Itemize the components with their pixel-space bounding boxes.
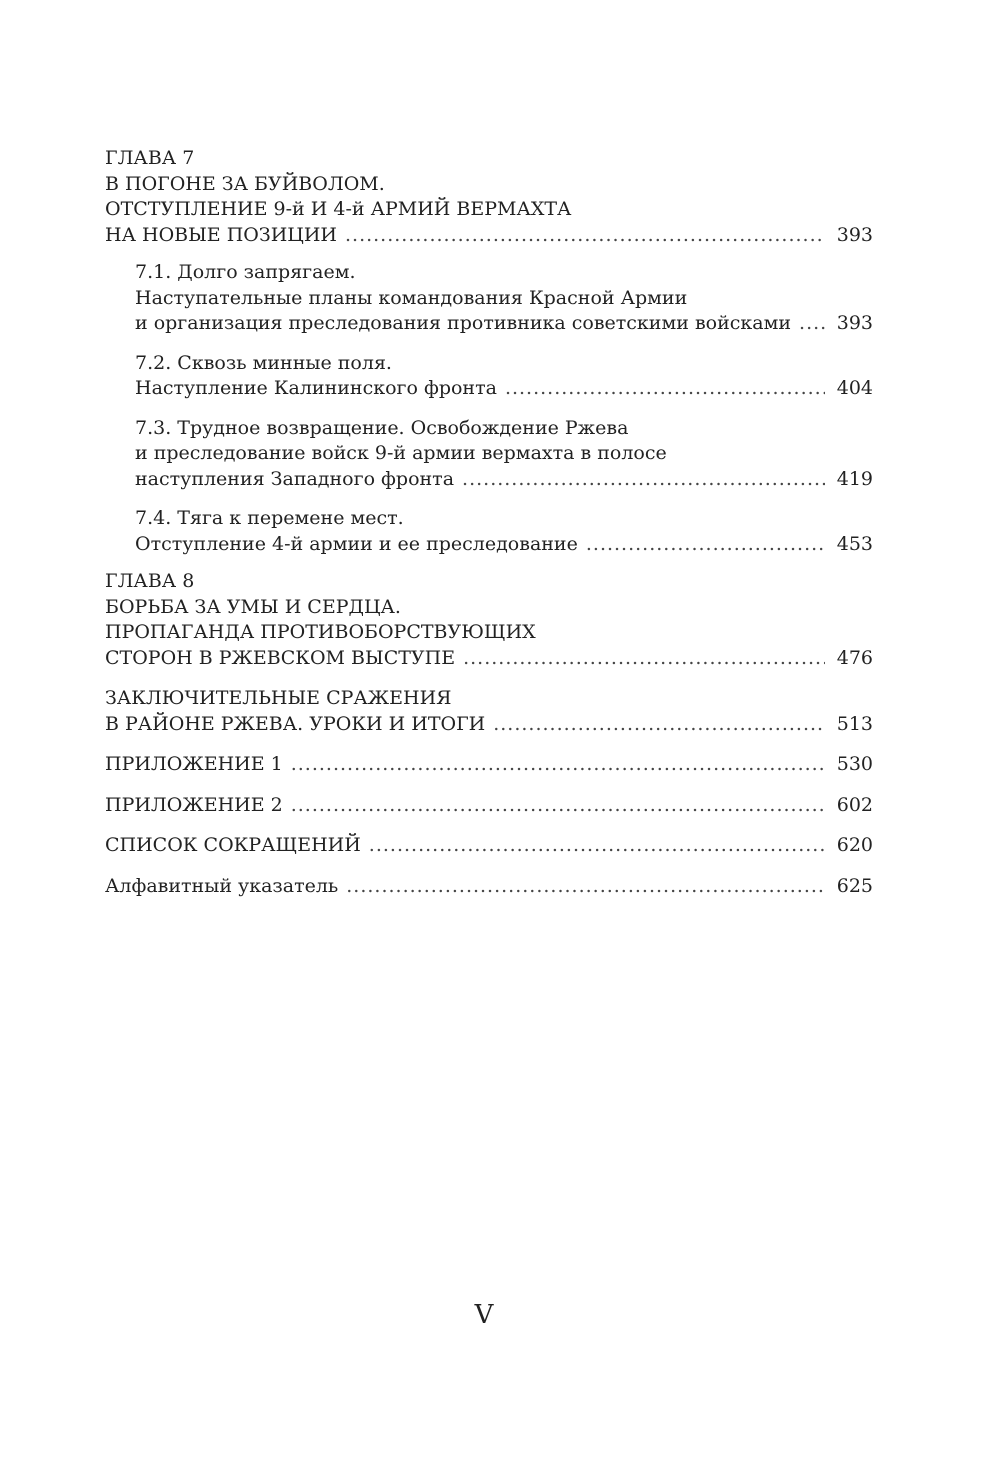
toc-line-with-page: [105, 793, 873, 819]
toc-line-with-page: [135, 467, 873, 493]
toc-line: 7.4. Тяга к перемене мест.: [135, 507, 404, 529]
dot-leader: [345, 223, 825, 249]
toc-line-with-page: [105, 833, 873, 859]
page-number: 602: [836, 793, 873, 816]
toc-line: 7.2. Сквозь минные поля.: [135, 351, 392, 374]
toc-line: В ПОГОНЕ ЗА БУЙВОЛОМ.: [105, 172, 385, 195]
toc-entry-title: ПРИЛОЖЕНИЕ 1: [105, 753, 283, 775]
dot-leader: [493, 712, 825, 738]
page-number: 620: [836, 834, 873, 856]
toc-entry-appendix-1[interactable]: [105, 752, 873, 778]
dot-leader: [505, 376, 825, 402]
toc-entry-title: В РАЙОНЕ РЖЕВА. УРОКИ И ИТОГИ: [105, 712, 486, 735]
toc-entry-title: и организация преследования противника советскими войсками: [135, 312, 792, 334]
toc-line: и преследование войск 9-й армии вермахта в полосе: [135, 442, 667, 464]
page-number: 404: [836, 377, 873, 399]
toc-entry-title: Наступление Калининского фронта: [135, 377, 497, 399]
dot-leader: [586, 532, 825, 558]
toc-line: БОРЬБА ЗА УМЫ И СЕРДЦА.: [105, 595, 401, 618]
toc-line: ОТСТУПЛЕНИЕ 9-й И 4-й АРМИЙ ВЕРМАХТА: [105, 198, 572, 220]
page-number: 419: [836, 467, 873, 490]
toc-line: Наступательные планы командования Красной Армии: [135, 286, 688, 309]
toc-line: 7.1. Долго запрягаем.: [135, 261, 356, 283]
dot-leader: [291, 752, 825, 778]
dot-leader: [346, 874, 825, 900]
page-number: 393: [836, 312, 873, 334]
page-number: 453: [836, 532, 873, 555]
page-number: 530: [836, 753, 873, 775]
dot-leader: [799, 311, 825, 337]
toc-entry-section-7-2[interactable]: [105, 351, 873, 402]
page-number: 513: [836, 712, 873, 735]
toc-entry-title: ПРИЛОЖЕНИЕ 2: [105, 793, 283, 816]
toc-entry-title: Алфавитный указатель: [105, 874, 339, 897]
toc-line: ПРОПАГАНДА ПРОТИВОБОРСТВУЮЩИХ: [105, 621, 536, 643]
toc-entry-title: Отступление 4-й армии и ее преследование: [135, 532, 578, 555]
page-number: 476: [836, 646, 873, 669]
toc-entry-abbreviations[interactable]: [105, 833, 873, 859]
page-number: 393: [836, 223, 873, 246]
dot-leader: [463, 646, 825, 672]
toc-entry-title: СПИСОК СОКРАЩЕНИЙ: [105, 834, 361, 856]
toc-entry-title: СТОРОН В РЖЕВСКОМ ВЫСТУПЕ: [105, 646, 456, 669]
toc-line-with-page: [105, 752, 873, 778]
toc-entry-chapter-8[interactable]: [105, 569, 873, 671]
toc-line: ГЛАВА 8: [105, 570, 195, 592]
toc-line: ЗАКЛЮЧИТЕЛЬНЫЕ СРАЖЕНИЯ: [105, 687, 452, 709]
toc-line-with-page: [135, 311, 873, 337]
toc-line-with-page: [105, 646, 873, 672]
dot-leader: [462, 467, 825, 493]
page-number: 625: [836, 874, 873, 897]
toc-line-with-page: [105, 223, 873, 249]
toc-line-with-page: [135, 376, 873, 402]
toc-line: ГЛАВА 7: [105, 147, 195, 169]
toc-entry-section-7-1[interactable]: [105, 260, 873, 337]
toc-line-with-page: [135, 532, 873, 558]
toc-line-with-page: [105, 874, 873, 900]
toc-entry-index[interactable]: [105, 874, 873, 900]
table-of-contents: [105, 146, 873, 899]
toc-line: 7.3. Трудное возвращение. Освобождение Ржева: [135, 416, 629, 439]
toc-entry-chapter-7[interactable]: [105, 146, 873, 248]
toc-entry-appendix-2[interactable]: [105, 793, 873, 819]
toc-entry-title: наступления Западного фронта: [135, 467, 455, 490]
toc-entry-title: НА НОВЫЕ ПОЗИЦИИ: [105, 223, 337, 246]
dot-leader: [291, 793, 825, 819]
toc-entry-section-7-3[interactable]: [105, 416, 873, 493]
toc-entry-final-battles[interactable]: [105, 686, 873, 737]
dot-leader: [369, 833, 825, 859]
toc-line-with-page: [105, 712, 873, 738]
page-folio: V: [474, 1300, 494, 1330]
toc-entry-section-7-4[interactable]: [105, 506, 873, 557]
